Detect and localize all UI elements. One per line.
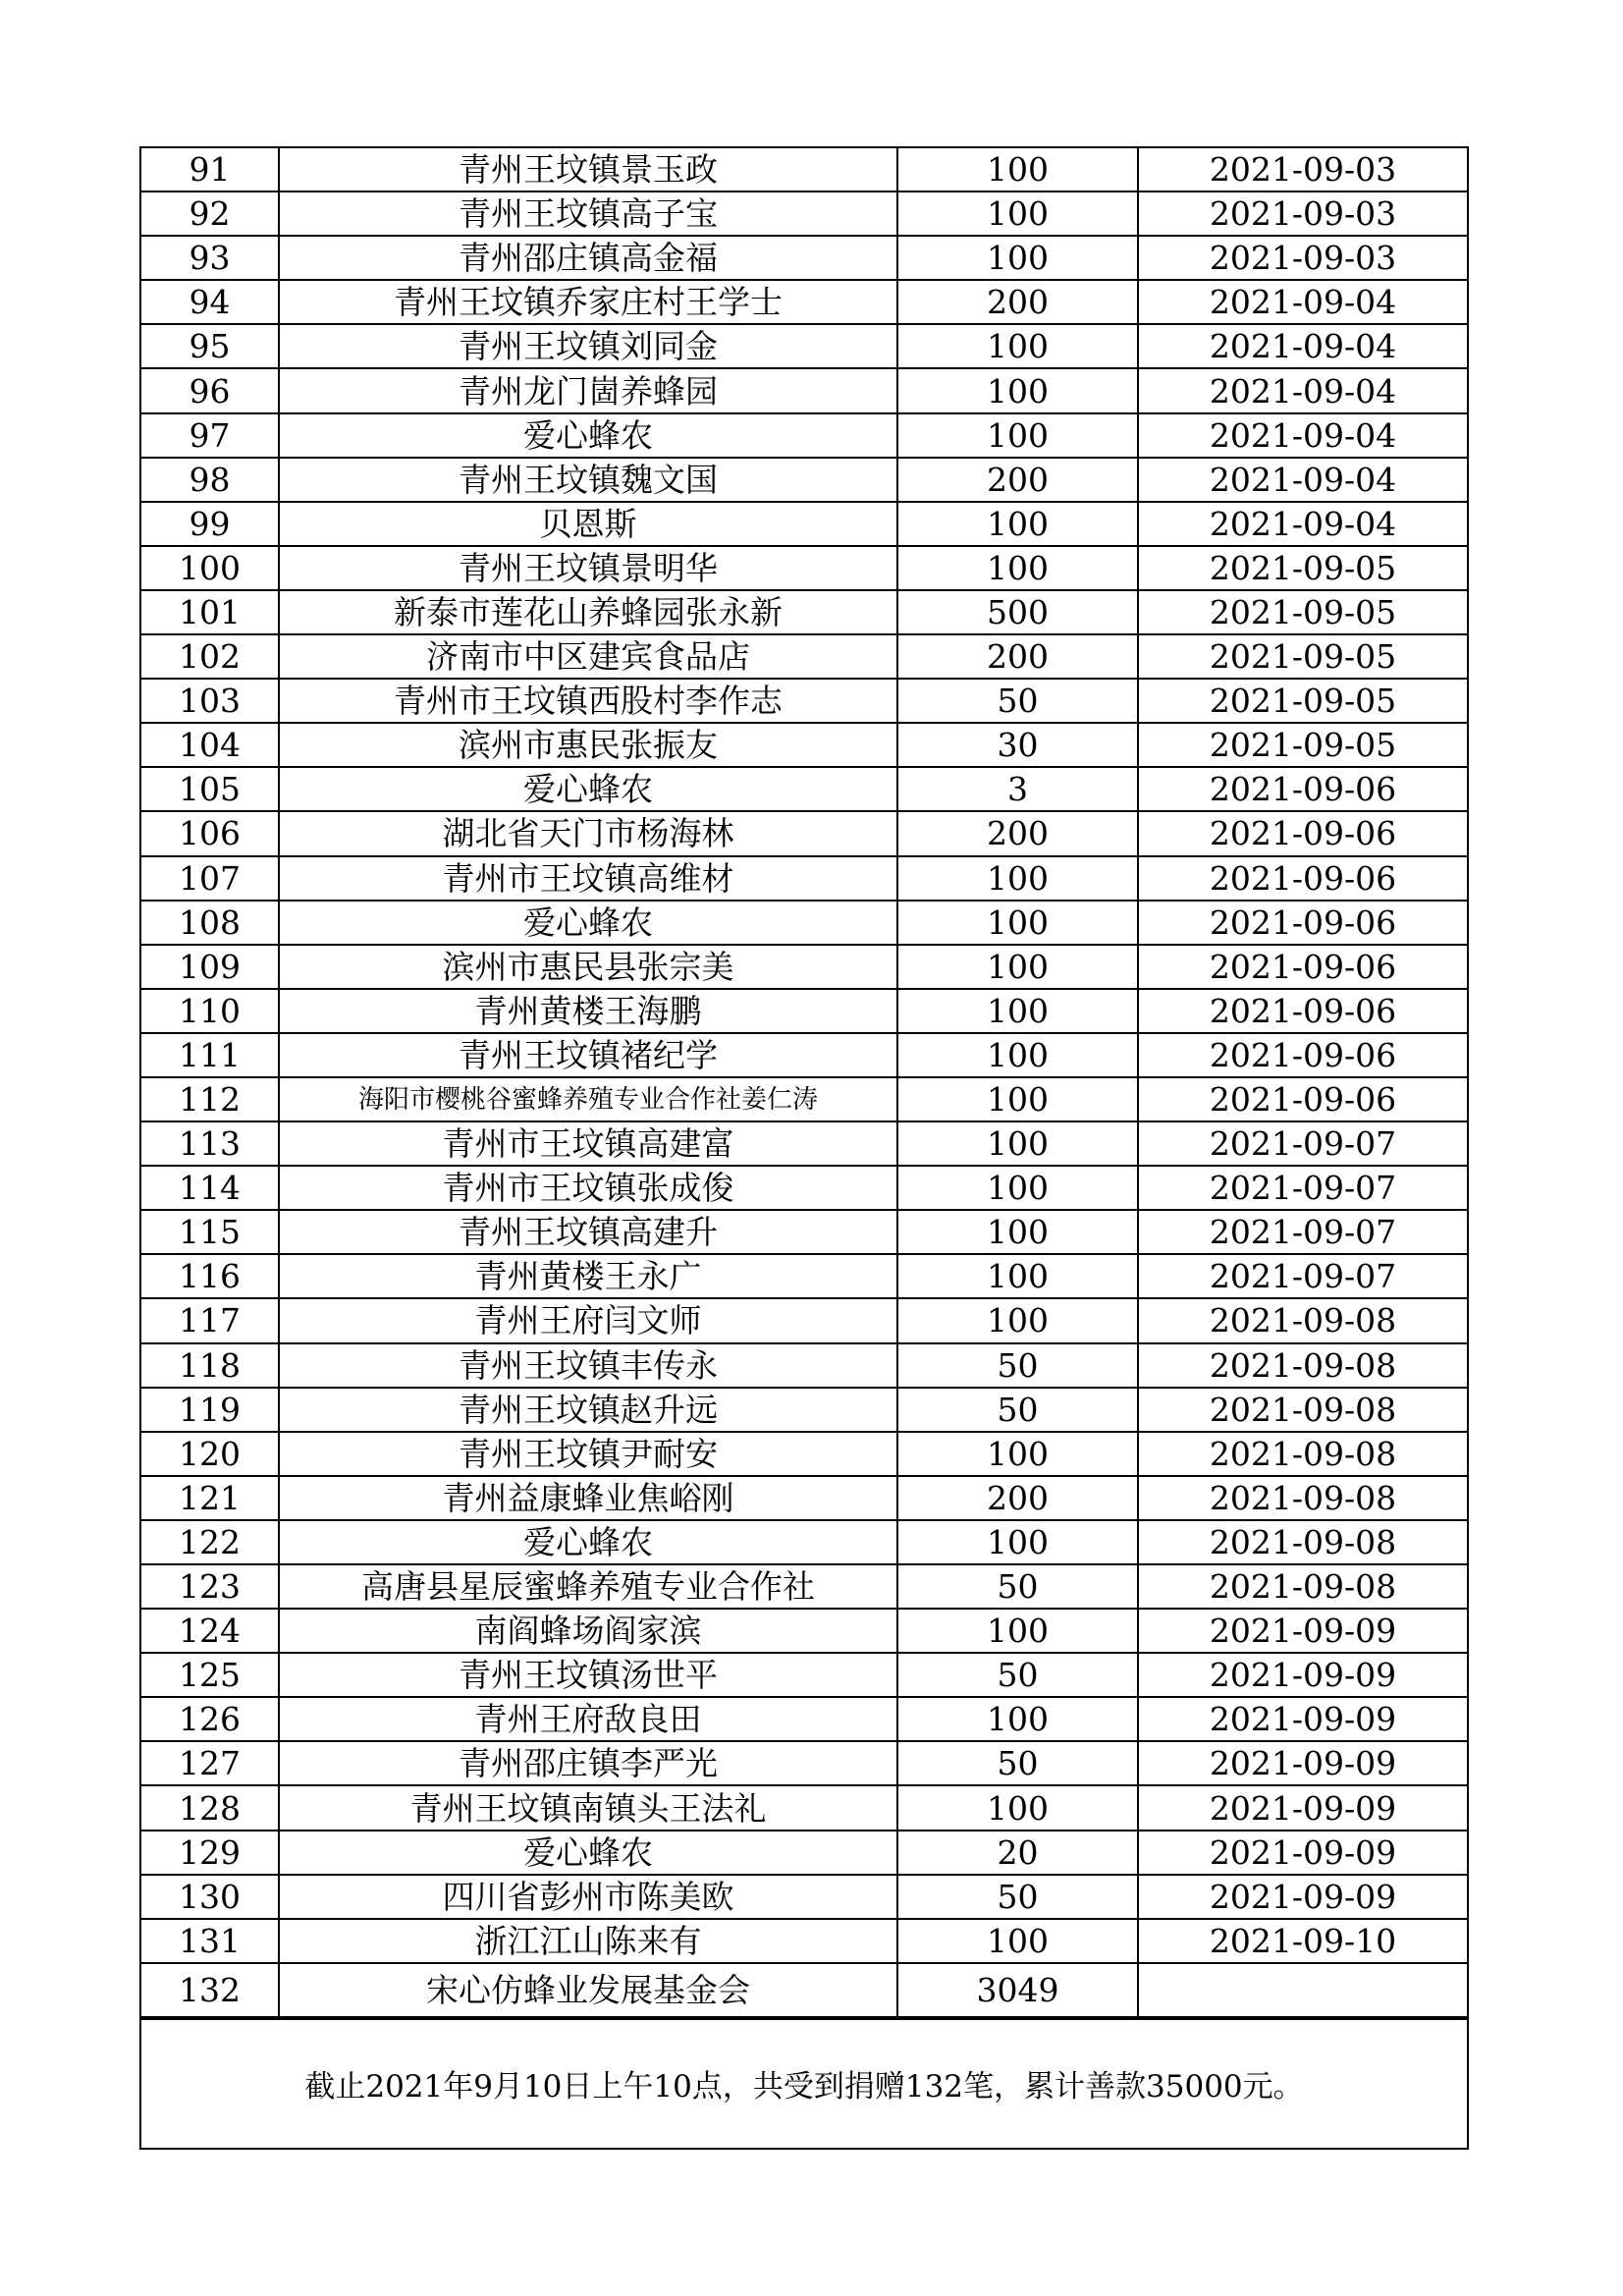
row-number-cell: 91: [141, 148, 279, 191]
summary-note: 截止2021年9月10日上午10点，共受到捐赠132笔，累计善款35000元。: [141, 2018, 1467, 2148]
donor-name-cell: 青州王坟镇景玉政: [279, 148, 897, 191]
date-cell: 2021-09-05: [1138, 546, 1467, 590]
donor-name-cell: 青州王坟镇高建升: [279, 1210, 897, 1254]
amount-cell: 100: [897, 1254, 1138, 1298]
donor-name-cell: 青州市王坟镇张成俊: [279, 1166, 897, 1210]
table-row: [141, 1963, 1467, 2017]
row-number-cell: 97: [141, 413, 279, 458]
table-row: [141, 1077, 1467, 1121]
amount-cell: 200: [897, 280, 1138, 324]
donor-name-cell: 青州王府敌良田: [279, 1697, 897, 1741]
table-row: [141, 1741, 1467, 1785]
date-cell: 2021-09-07: [1138, 1210, 1467, 1254]
date-cell: 2021-09-06: [1138, 989, 1467, 1033]
donor-name-cell: 济南市中区建宾食品店: [279, 634, 897, 679]
date-cell: 2021-09-08: [1138, 1298, 1467, 1342]
amount-cell: 3049: [897, 1963, 1138, 2017]
amount-cell: 100: [897, 1520, 1138, 1564]
donor-name-cell: 湖北省天门市杨海林: [279, 811, 897, 855]
row-number-cell: 116: [141, 1254, 279, 1298]
date-cell: 2021-09-04: [1138, 280, 1467, 324]
table-row: [141, 1785, 1467, 1830]
donor-name-cell: 南阎蜂场阎家滨: [279, 1609, 897, 1653]
donation-table: [141, 148, 1467, 2018]
table-row: [141, 945, 1467, 989]
row-number-cell: 123: [141, 1564, 279, 1609]
table-row: [141, 901, 1467, 945]
amount-cell: 100: [897, 1697, 1138, 1741]
amount-cell: 3: [897, 767, 1138, 811]
row-number-cell: 129: [141, 1831, 279, 1875]
table-row: [141, 324, 1467, 368]
amount-cell: 20: [897, 1831, 1138, 1875]
table-row: [141, 236, 1467, 280]
row-number-cell: 101: [141, 590, 279, 634]
date-cell: 2021-09-08: [1138, 1476, 1467, 1520]
amount-cell: 100: [897, 1033, 1138, 1077]
date-cell: 2021-09-06: [1138, 945, 1467, 989]
donor-name-cell: 青州王坟镇景明华: [279, 546, 897, 590]
row-number-cell: 106: [141, 811, 279, 855]
row-number-cell: 93: [141, 236, 279, 280]
date-cell: 2021-09-06: [1138, 856, 1467, 901]
row-number-cell: 119: [141, 1388, 279, 1432]
amount-cell: 50: [897, 679, 1138, 723]
donor-name-cell: 青州市王坟镇高维材: [279, 856, 897, 901]
table-row: [141, 1919, 1467, 1963]
table-row: [141, 1432, 1467, 1476]
date-cell: 2021-09-09: [1138, 1653, 1467, 1697]
donor-name-cell: 四川省彭州市陈美欧: [279, 1875, 897, 1919]
row-number-cell: 112: [141, 1077, 279, 1121]
date-cell: 2021-09-10: [1138, 1919, 1467, 1963]
donor-name-cell: 青州益康蜂业焦峪刚: [279, 1476, 897, 1520]
row-number-cell: 113: [141, 1121, 279, 1166]
donor-name-cell: 爱心蜂农: [279, 1520, 897, 1564]
amount-cell: 100: [897, 1298, 1138, 1342]
amount-cell: 200: [897, 811, 1138, 855]
amount-cell: 100: [897, 502, 1138, 546]
date-cell: 2021-09-08: [1138, 1564, 1467, 1609]
amount-cell: 50: [897, 1741, 1138, 1785]
amount-cell: 100: [897, 1210, 1138, 1254]
date-cell: 2021-09-06: [1138, 1077, 1467, 1121]
donor-name-cell: 宋心仿蜂业发展基金会: [279, 1963, 897, 2017]
amount-cell: 100: [897, 368, 1138, 412]
amount-cell: 100: [897, 901, 1138, 945]
date-cell: 2021-09-06: [1138, 811, 1467, 855]
donor-name-cell: 贝恩斯: [279, 502, 897, 546]
date-cell: 2021-09-04: [1138, 413, 1467, 458]
date-cell: 2021-09-06: [1138, 901, 1467, 945]
table-row: [141, 1033, 1467, 1077]
donor-name-cell: 青州黄楼王海鹏: [279, 989, 897, 1033]
amount-cell: 50: [897, 1564, 1138, 1609]
donor-name-cell: 青州市王坟镇西股村李作志: [279, 679, 897, 723]
row-number-cell: 127: [141, 1741, 279, 1785]
amount-cell: 50: [897, 1875, 1138, 1919]
row-number-cell: 104: [141, 723, 279, 767]
donor-name-cell: 浙江江山陈来有: [279, 1919, 897, 1963]
date-cell: 2021-09-04: [1138, 324, 1467, 368]
table-row: [141, 148, 1467, 191]
row-number-cell: 122: [141, 1520, 279, 1564]
amount-cell: 50: [897, 1343, 1138, 1388]
amount-cell: 100: [897, 1919, 1138, 1963]
date-cell: 2021-09-03: [1138, 148, 1467, 191]
table-row: [141, 1875, 1467, 1919]
donor-name-cell: 青州王府闫文师: [279, 1298, 897, 1342]
amount-cell: 50: [897, 1653, 1138, 1697]
donation-sheet: [139, 146, 1469, 2150]
table-row: [141, 723, 1467, 767]
table-row: [141, 634, 1467, 679]
table-row: [141, 1254, 1467, 1298]
donor-name-cell: 新泰市莲花山养蜂园张永新: [279, 590, 897, 634]
table-row: [141, 1298, 1467, 1342]
donor-name-cell: 爱心蜂农: [279, 413, 897, 458]
amount-cell: 50: [897, 1388, 1138, 1432]
row-number-cell: 92: [141, 191, 279, 236]
donor-name-cell: 青州王坟镇褚纪学: [279, 1033, 897, 1077]
row-number-cell: 99: [141, 502, 279, 546]
donor-name-cell: 青州王坟镇尹耐安: [279, 1432, 897, 1476]
amount-cell: 100: [897, 191, 1138, 236]
date-cell: 2021-09-04: [1138, 502, 1467, 546]
date-cell: 2021-09-04: [1138, 458, 1467, 502]
date-cell: 2021-09-08: [1138, 1343, 1467, 1388]
table-row: [141, 767, 1467, 811]
table-row: [141, 989, 1467, 1033]
table-row: [141, 1697, 1467, 1741]
donor-name-cell: 青州王坟镇高子宝: [279, 191, 897, 236]
amount-cell: 200: [897, 1476, 1138, 1520]
row-number-cell: 102: [141, 634, 279, 679]
donor-name-cell: 青州邵庄镇高金福: [279, 236, 897, 280]
date-cell: 2021-09-07: [1138, 1254, 1467, 1298]
table-row: [141, 502, 1467, 546]
row-number-cell: 124: [141, 1609, 279, 1653]
donor-name-cell: 青州王坟镇赵升远: [279, 1388, 897, 1432]
date-cell: 2021-09-03: [1138, 191, 1467, 236]
donor-name-cell: 爱心蜂农: [279, 901, 897, 945]
row-number-cell: 98: [141, 458, 279, 502]
row-number-cell: 117: [141, 1298, 279, 1342]
date-cell: 2021-09-09: [1138, 1785, 1467, 1830]
amount-cell: 100: [897, 1609, 1138, 1653]
row-number-cell: 120: [141, 1432, 279, 1476]
donor-name-cell: 青州王坟镇南镇头王法礼: [279, 1785, 897, 1830]
donor-name-cell: 青州黄楼王永广: [279, 1254, 897, 1298]
table-row: [141, 811, 1467, 855]
date-cell: 2021-09-06: [1138, 1033, 1467, 1077]
date-cell: 2021-09-06: [1138, 767, 1467, 811]
table-row: [141, 1520, 1467, 1564]
donor-name-cell: 青州王坟镇刘同金: [279, 324, 897, 368]
date-cell: 2021-09-09: [1138, 1831, 1467, 1875]
row-number-cell: 114: [141, 1166, 279, 1210]
date-cell: 2021-09-03: [1138, 236, 1467, 280]
date-cell: 2021-09-08: [1138, 1520, 1467, 1564]
table-row: [141, 1476, 1467, 1520]
donor-name-cell: 海阳市樱桃谷蜜蜂养殖专业合作社姜仁涛: [279, 1077, 897, 1121]
amount-cell: 100: [897, 236, 1138, 280]
table-row: [141, 679, 1467, 723]
table-row: [141, 368, 1467, 412]
amount-cell: 100: [897, 1166, 1138, 1210]
row-number-cell: 110: [141, 989, 279, 1033]
donor-name-cell: 青州王坟镇丰传永: [279, 1343, 897, 1388]
row-number-cell: 109: [141, 945, 279, 989]
date-cell: 2021-09-08: [1138, 1388, 1467, 1432]
row-number-cell: 125: [141, 1653, 279, 1697]
donor-name-cell: 青州王坟镇汤世平: [279, 1653, 897, 1697]
amount-cell: 100: [897, 1077, 1138, 1121]
amount-cell: 100: [897, 1785, 1138, 1830]
date-cell: 2021-09-05: [1138, 590, 1467, 634]
date-cell: 2021-09-09: [1138, 1609, 1467, 1653]
date-cell: 2021-09-05: [1138, 634, 1467, 679]
date-cell: 2021-09-04: [1138, 368, 1467, 412]
amount-cell: 100: [897, 989, 1138, 1033]
amount-cell: 100: [897, 945, 1138, 989]
row-number-cell: 111: [141, 1033, 279, 1077]
date-cell: 2021-09-05: [1138, 679, 1467, 723]
row-number-cell: 105: [141, 767, 279, 811]
table-row: [141, 590, 1467, 634]
table-row: [141, 1210, 1467, 1254]
row-number-cell: 118: [141, 1343, 279, 1388]
donor-name-cell: 爱心蜂农: [279, 767, 897, 811]
donor-name-cell: 青州市王坟镇高建富: [279, 1121, 897, 1166]
donor-name-cell: 青州王坟镇乔家庄村王学士: [279, 280, 897, 324]
table-row: [141, 413, 1467, 458]
table-row: [141, 546, 1467, 590]
row-number-cell: 100: [141, 546, 279, 590]
date-cell: 2021-09-05: [1138, 723, 1467, 767]
row-number-cell: 108: [141, 901, 279, 945]
row-number-cell: 94: [141, 280, 279, 324]
table-row: [141, 1166, 1467, 1210]
row-number-cell: 132: [141, 1963, 279, 2017]
donor-name-cell: 爱心蜂农: [279, 1831, 897, 1875]
date-cell: 2021-09-09: [1138, 1875, 1467, 1919]
date-cell: 2021-09-09: [1138, 1697, 1467, 1741]
table-row: [141, 1121, 1467, 1166]
row-number-cell: 95: [141, 324, 279, 368]
donor-name-cell: 滨州市惠民县张宗美: [279, 945, 897, 989]
amount-cell: 100: [897, 148, 1138, 191]
date-cell: 2021-09-08: [1138, 1432, 1467, 1476]
table-row: [141, 856, 1467, 901]
donor-name-cell: 滨州市惠民张振友: [279, 723, 897, 767]
donor-name-cell: 高唐县星辰蜜蜂养殖专业合作社: [279, 1564, 897, 1609]
donation-table-body: [141, 148, 1467, 2017]
table-row: [141, 280, 1467, 324]
table-row: [141, 1831, 1467, 1875]
amount-cell: 500: [897, 590, 1138, 634]
row-number-cell: 96: [141, 368, 279, 412]
date-cell: 2021-09-09: [1138, 1741, 1467, 1785]
donor-name-cell: 青州邵庄镇李严光: [279, 1741, 897, 1785]
date-cell: 2021-09-07: [1138, 1121, 1467, 1166]
table-row: [141, 458, 1467, 502]
amount-cell: 200: [897, 458, 1138, 502]
amount-cell: 200: [897, 634, 1138, 679]
donor-name-cell: 青州龙门崮养蜂园: [279, 368, 897, 412]
amount-cell: 100: [897, 413, 1138, 458]
amount-cell: 100: [897, 324, 1138, 368]
donor-name-cell: 青州王坟镇魏文国: [279, 458, 897, 502]
row-number-cell: 128: [141, 1785, 279, 1830]
date-cell: [1138, 1963, 1467, 2017]
amount-cell: 100: [897, 856, 1138, 901]
row-number-cell: 107: [141, 856, 279, 901]
row-number-cell: 131: [141, 1919, 279, 1963]
row-number-cell: 115: [141, 1210, 279, 1254]
row-number-cell: 121: [141, 1476, 279, 1520]
row-number-cell: 130: [141, 1875, 279, 1919]
table-row: [141, 191, 1467, 236]
amount-cell: 100: [897, 546, 1138, 590]
amount-cell: 100: [897, 1121, 1138, 1166]
table-row: [141, 1564, 1467, 1609]
row-number-cell: 126: [141, 1697, 279, 1741]
table-row: [141, 1609, 1467, 1653]
amount-cell: 100: [897, 1432, 1138, 1476]
table-row: [141, 1388, 1467, 1432]
row-number-cell: 103: [141, 679, 279, 723]
date-cell: 2021-09-07: [1138, 1166, 1467, 1210]
table-row: [141, 1653, 1467, 1697]
table-row: [141, 1343, 1467, 1388]
amount-cell: 30: [897, 723, 1138, 767]
